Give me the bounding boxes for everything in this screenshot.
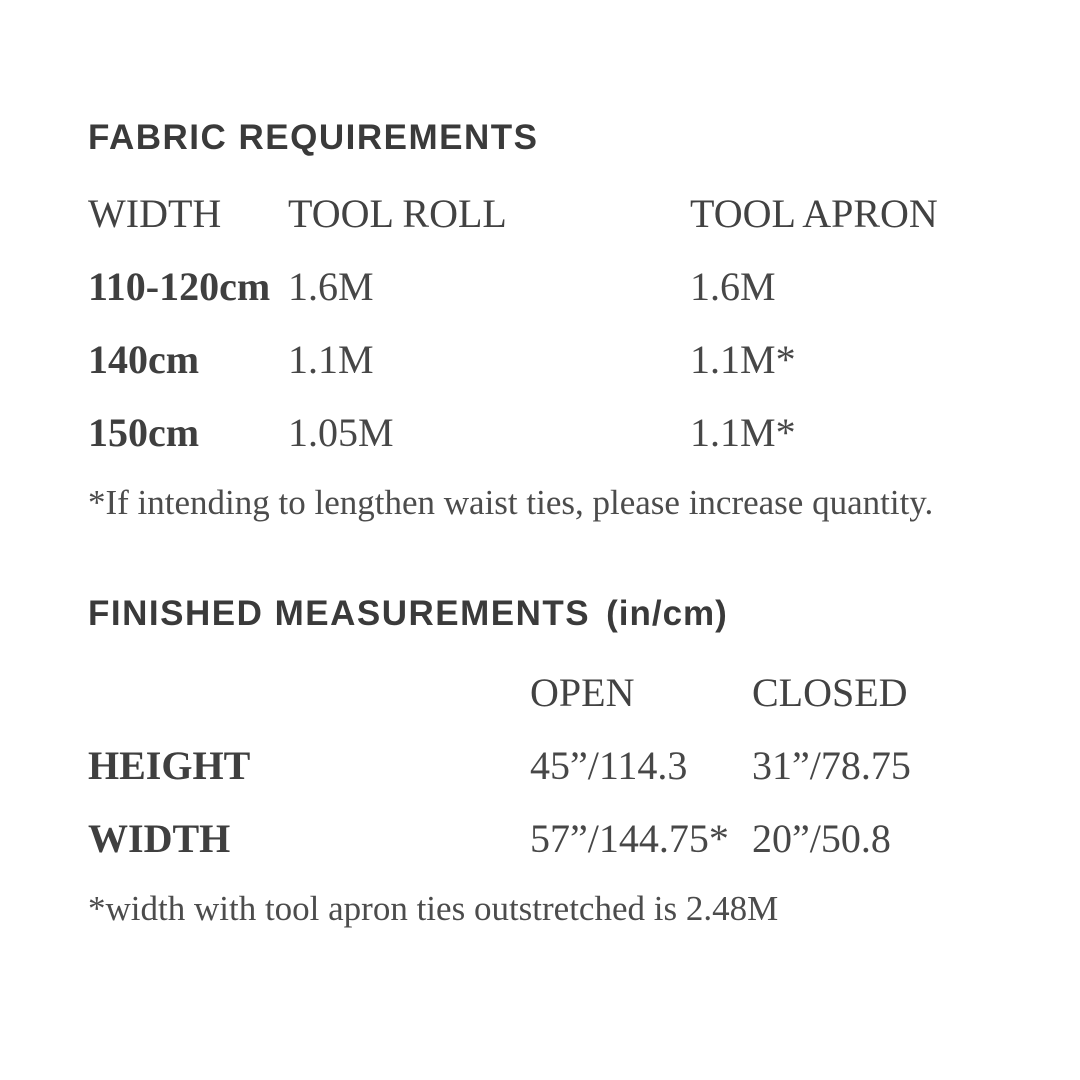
fabric-row-tool-roll: 1.6M	[288, 264, 374, 309]
finished-measurements-title	[88, 594, 993, 634]
column-header-closed: CLOSED	[752, 670, 908, 715]
fabric-requirements-table	[88, 191, 993, 456]
measurement-row-open: 57”/144.75*	[530, 816, 729, 861]
measurement-row-closed: 31”/78.75	[752, 743, 911, 788]
column-header-width: WIDTH	[88, 191, 222, 236]
page-content	[88, 118, 993, 930]
fabric-requirements-title: FABRIC REQUIREMENTS	[88, 118, 539, 157]
column-header-spacer	[88, 670, 530, 716]
fabric-requirements-footnote: *If intending to lengthen waist ties, please increase quantity.	[88, 483, 934, 522]
section-fabric-requirements	[88, 118, 993, 524]
column-header-tool-roll: TOOL ROLL	[288, 191, 507, 236]
column-header-open: OPEN	[530, 670, 635, 715]
fabric-row-tool-roll: 1.05M	[288, 410, 394, 455]
fabric-row-tool-apron: 1.1M*	[690, 337, 796, 382]
finished-measurements-title-text: FINISHED MEASUREMENTS	[88, 594, 591, 633]
fabric-row-tool-apron: 1.1M*	[690, 410, 796, 455]
fabric-row-tool-roll: 1.1M	[288, 337, 374, 382]
measurement-row-open: 45”/114.3	[530, 743, 688, 788]
measurement-row-closed: 20”/50.8	[752, 816, 891, 861]
fabric-row-width: 110-120cm	[88, 264, 271, 309]
section-finished-measurements	[88, 594, 993, 930]
finished-measurements-title-units: (in/cm)	[606, 594, 728, 633]
fabric-row-width: 140cm	[88, 337, 200, 382]
finished-measurements-footnote: *width with tool apron ties outstretched is 2.48M	[88, 889, 779, 928]
column-header-tool-apron: TOOL APRON	[690, 191, 938, 236]
measurement-row-label: WIDTH	[88, 816, 231, 861]
fabric-row-width: 150cm	[88, 410, 200, 455]
fabric-row-tool-apron: 1.6M	[690, 264, 776, 309]
measurement-row-label: HEIGHT	[88, 743, 251, 788]
finished-measurements-table	[88, 670, 993, 862]
